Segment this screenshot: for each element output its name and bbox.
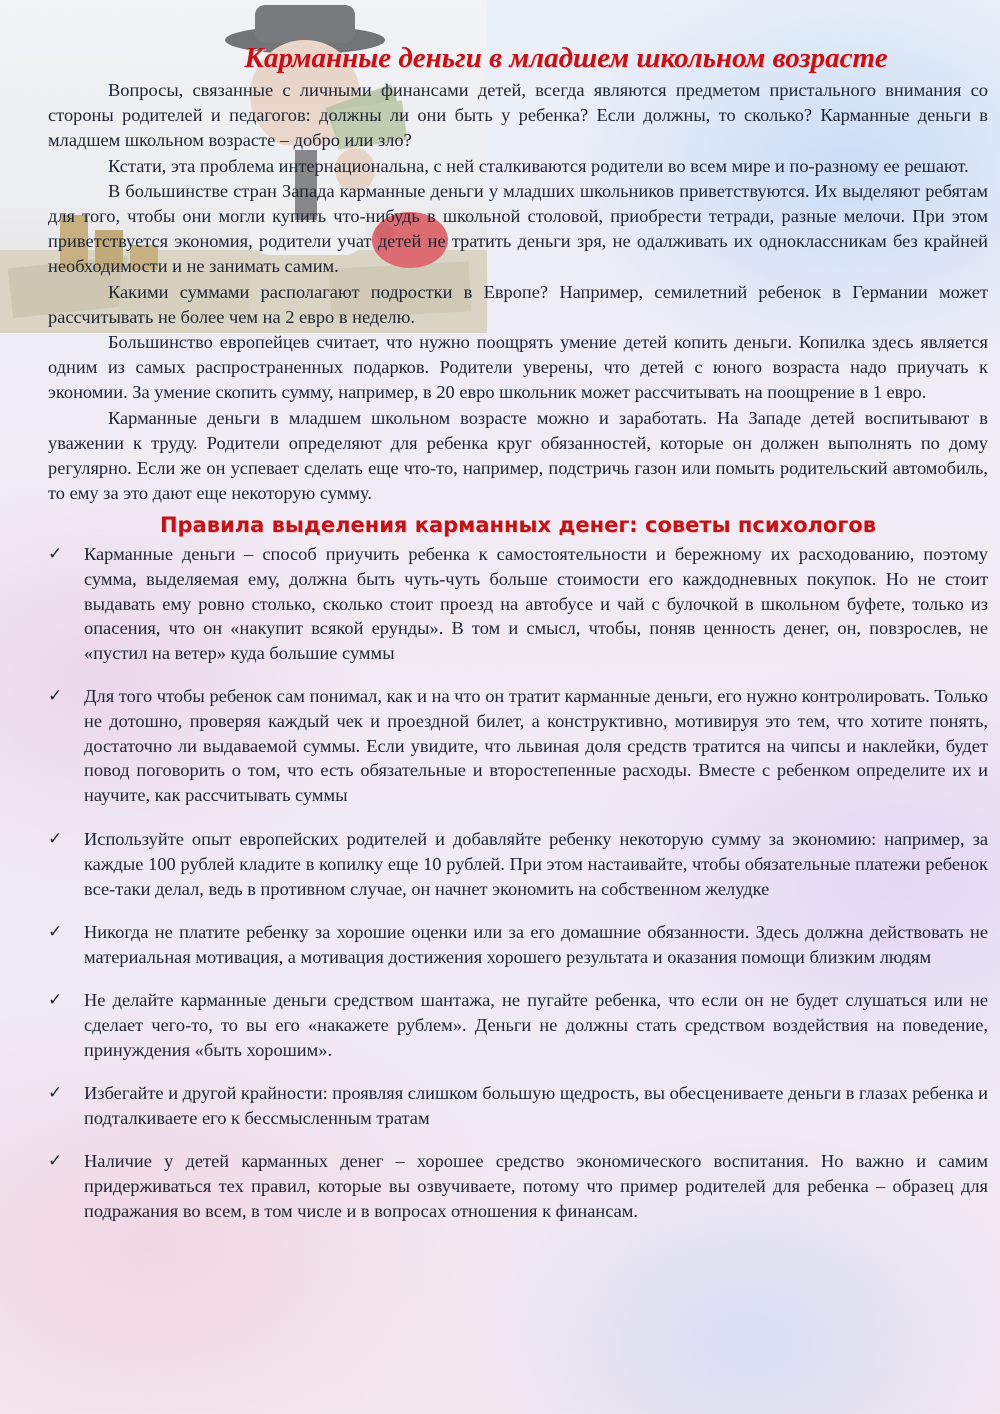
list-item — [48, 920, 988, 969]
list-item — [48, 1081, 988, 1130]
page-title: Карманные деньги в младшем школьном возрасте — [244, 42, 888, 74]
checkmark-icon: ✓ — [48, 544, 63, 565]
intro-paragraph: В большинстве стран Запада карманные деньги у младших школьников приветствуются. Их выделяют ребятам для того, чтобы они могли купить что-нибудь в школьной столовой, приобрести тетради, разные мелочи. При этом приветствуется экономия, родители учат детей не тратить деньги зря, не одалживать их одноклассникам без крайней необходимости и не занимать самим. — [48, 180, 988, 277]
checkmark-icon: ✓ — [48, 1083, 63, 1104]
list-item — [48, 542, 988, 665]
tip-text: Наличие у детей карманных денег – хорошее средство экономического воспитания. Но важно и самим придерживаться тех правил, которые вы озвучиваете, потому что пример родителей для ребенка – образец для подражания во всем, в том числе и в вопросах отношения к финансам. — [84, 1151, 988, 1221]
checkmark-icon: ✓ — [48, 686, 63, 707]
article — [48, 38, 988, 1223]
intro-paragraph: Какими суммами располагают подростки в Европе? Например, семилетний ребенок в Германии может рассчитывать не более чем на 2 евро в неделю. — [48, 281, 988, 327]
list-item — [48, 827, 988, 901]
tip-text: Никогда не платите ребенку за хорошие оценки или за его домашние обязанности. Здесь должна действовать не материальная мотивация, а мотивация достижения хорошего результата и оказания помощи близким людям — [84, 922, 988, 967]
checkmark-icon: ✓ — [48, 990, 63, 1011]
intro-paragraph: Большинство европейцев считает, что нужно поощрять умение детей копить деньги. Копилка здесь является одним из самых распространенных подарков. Родители уверены, что детей с юного возраста надо приучать к экономии. За умение скопить сумму, например, в 20 евро школьник может рассчитывать на поощрение в 1 евро. — [48, 332, 988, 403]
checkmark-icon: ✓ — [48, 1151, 63, 1172]
tip-text: Не делайте карманные деньги средством шантажа, не пугайте ребенка, что если он не будет слушаться или не сделает чего-то, то вы его «накажете рублем». Деньги не должны стать средством воздействия на поведение, принуждения «быть хорошим». — [84, 990, 988, 1060]
tips-list — [48, 542, 988, 1223]
tip-text: Карманные деньги – способ приучить ребенка к самостоятельности и бережному их расходованию, поэтому сумма, выделяемая ему, должна быть чуть-чуть больше стоимости его каждодневных покупок. Но не стоит выдавать ему ровно столько, сколько стоит проезд на автобусе и чай с булочкой в школьном буфете, только из опасения, что он «накупит всякой ерунды». В том и смысл, чтобы, поняв ценность денег, он, повзрослев, не «пустил на ветер» куда большие суммы — [84, 544, 988, 663]
list-item — [48, 1149, 988, 1223]
checkmark-icon: ✓ — [48, 922, 63, 943]
tip-text: Избегайте и другой крайности: проявляя слишком большую щедрость, вы обесцениваете деньги в глазах ребенка и подталкиваете его к бессмысленным тратам — [84, 1083, 988, 1128]
list-item — [48, 988, 988, 1062]
intro-paragraph: Карманные деньги в младшем школьном возрасте можно и заработать. На Западе детей воспитывают в уважении к труду. Родители определяют для ребенка круг обязанностей, которые он должен выполнять по дому регулярно. Если же он успевает сделать еще что-то, например, подстричь газон или помыть родительский автомобиль, то ему за это дают еще некоторую сумму. — [48, 407, 988, 504]
checkmark-icon: ✓ — [48, 829, 63, 850]
section-heading: Правила выделения карманных денег: советы психологов — [159, 513, 877, 538]
intro-paragraph: Кстати, эта проблема интернациональна, с ней сталкиваются родители во всем мире и по-разному ее решают. — [108, 155, 969, 176]
tip-text: Для того чтобы ребенок сам понимал, как и на что он тратит карманные деньги, его нужно контролировать. Только не дотошно, проверяя каждый чек и проездной билет, а конструктивно, мотивируя это тем, что хотите понять, достаточно ли выдаваемой суммы. Если увидите, что львиная доля средств тратится на чипсы и наклейки, будет повод поговорить о том, что есть обязательные и второстепенные расходы. Вместе с ребенком определите их и научите, как рассчитывать суммы — [84, 686, 988, 805]
tip-text: Используйте опыт европейских родителей и добавляйте ребенку некоторую сумму за экономию: например, за каждые 100 рублей кладите в копилку еще 10 рублей. При этом настаивайте, чтобы обязательные платежи ребенок все-таки делал, ведь в противном случае, он начнет экономить на собственном желудке — [84, 829, 988, 899]
intro-paragraph: Вопросы, связанные с личными финансами детей, всегда являются предметом пристального внимания со стороны родителей и педагогов: должны ли они быть у ребенка? Если должны, то сколько? Карманные деньги в младшем школьном возрасте – добро или зло? — [48, 80, 988, 151]
list-item — [48, 684, 988, 807]
